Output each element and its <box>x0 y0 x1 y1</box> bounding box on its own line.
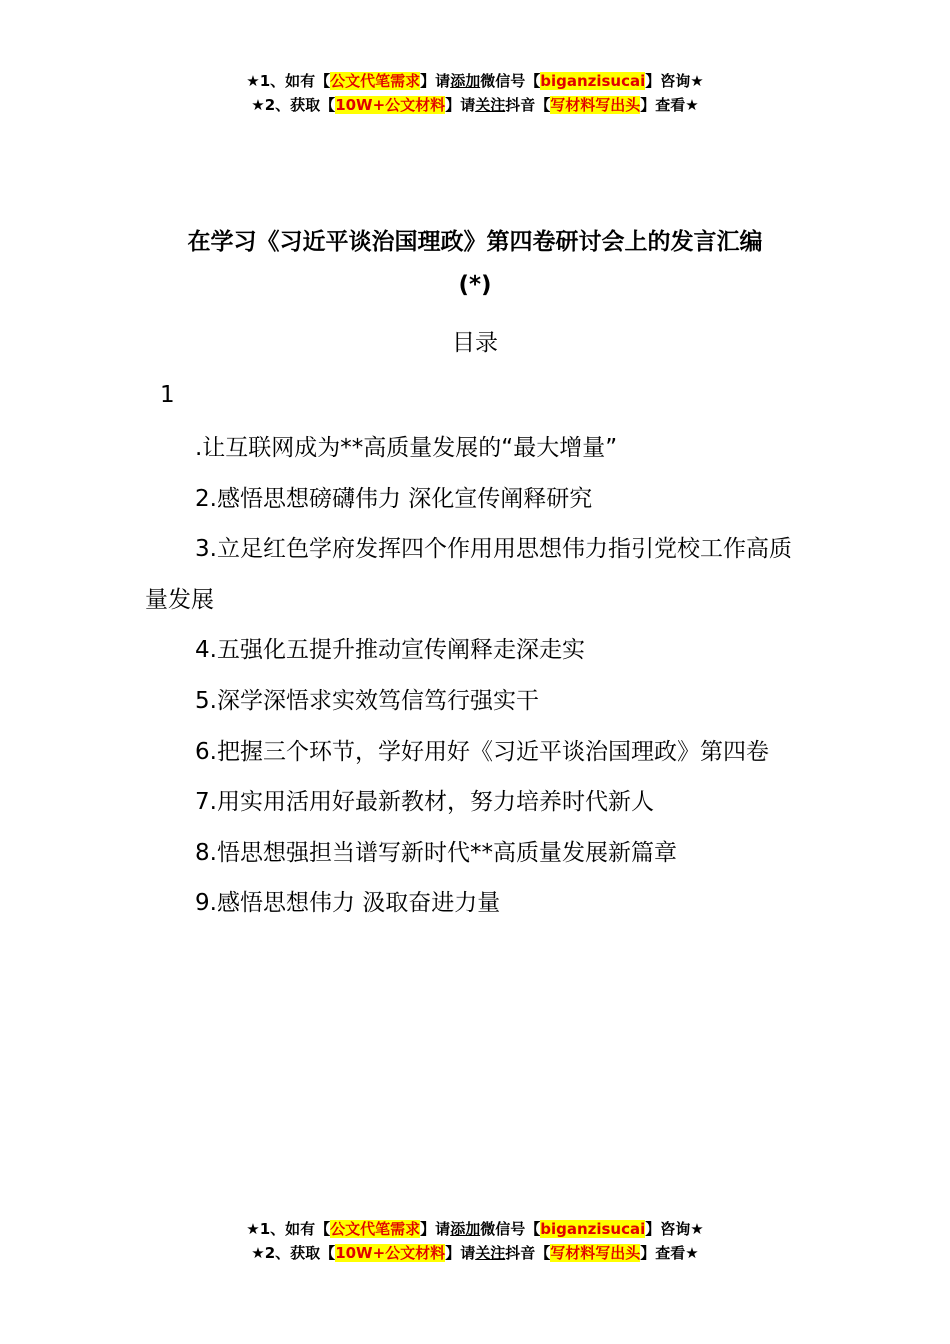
banner-underline: 关注 <box>475 1244 506 1262</box>
banner-text: ★1、如有【 <box>246 72 331 90</box>
banner-highlight: 公文代笔需求 <box>330 72 421 90</box>
banner-text: 】咨询★ <box>645 1220 704 1238</box>
banner-text: ★2、获取【 <box>251 1244 336 1262</box>
banner-wechat-id: biganzisucai <box>540 1220 646 1238</box>
toc-item: 3.立足红色学府发挥四个作用用思想伟力指引党校工作高质量发展 <box>145 536 792 613</box>
toc-item: 8.悟思想强担当谱写新时代**高质量发展新篇章 <box>195 839 677 866</box>
banner-underline: 添加 <box>450 1220 481 1238</box>
banner-wechat-id: biganzisucai <box>540 72 646 90</box>
banner-line-2 <box>0 93 950 117</box>
banner-text: 】请 <box>445 96 476 114</box>
banner-text: ★1、如有【 <box>246 1220 331 1238</box>
banner-text: 抖音【 <box>505 1244 551 1262</box>
banner-douyin-id: 写材料写出头 <box>550 96 641 114</box>
footer-banner <box>0 1217 950 1265</box>
banner-line-1 <box>0 69 950 93</box>
toc-number: 1 <box>160 382 175 408</box>
toc-item: .让互联网成为**高质量发展的“最大增量” <box>195 435 618 461</box>
banner-line-2 <box>0 1241 950 1265</box>
toc-item: 9.感悟思想伟力 汲取奋进力量 <box>195 890 501 917</box>
banner-line-1 <box>0 1217 950 1241</box>
banner-highlight: 10W+公文材料 <box>335 96 446 114</box>
banner-text: 】查看★ <box>640 1244 699 1262</box>
header-banner <box>0 69 950 117</box>
document-title: 在学习《习近平谈治国理政》第四卷研讨会上的发言汇编 <box>187 229 763 255</box>
banner-text: 】咨询★ <box>645 72 704 90</box>
toc-item: 5.深学深悟求实效笃信笃行强实干 <box>195 687 539 714</box>
toc-item: 4.五强化五提升推动宣传阐释走深走实 <box>195 637 585 664</box>
toc-item: 6.把握三个环节，学好用好《习近平谈治国理政》第四卷 <box>195 738 769 765</box>
banner-text: 微信号【 <box>480 72 541 90</box>
toc-item: 7.用实用活用好最新教材，努力培养时代新人 <box>195 789 654 816</box>
banner-highlight: 10W+公文材料 <box>335 1244 446 1262</box>
banner-text: ★2、获取【 <box>251 96 336 114</box>
banner-highlight: 公文代笔需求 <box>330 1220 421 1238</box>
document-title-suffix: (*) <box>458 272 492 298</box>
toc-list <box>145 423 810 929</box>
banner-text: 】请 <box>420 72 451 90</box>
banner-underline: 关注 <box>475 96 506 114</box>
banner-text: 微信号【 <box>480 1220 541 1238</box>
banner-underline: 添加 <box>450 72 481 90</box>
banner-text: 抖音【 <box>505 96 551 114</box>
banner-text: 】请 <box>420 1220 451 1238</box>
banner-douyin-id: 写材料写出头 <box>550 1244 641 1262</box>
toc-heading: 目录 <box>452 330 498 356</box>
banner-text: 】查看★ <box>640 96 699 114</box>
toc-item: 2.感悟思想磅礴伟力 深化宣传阐释研究 <box>195 485 593 512</box>
banner-text: 】请 <box>445 1244 476 1262</box>
